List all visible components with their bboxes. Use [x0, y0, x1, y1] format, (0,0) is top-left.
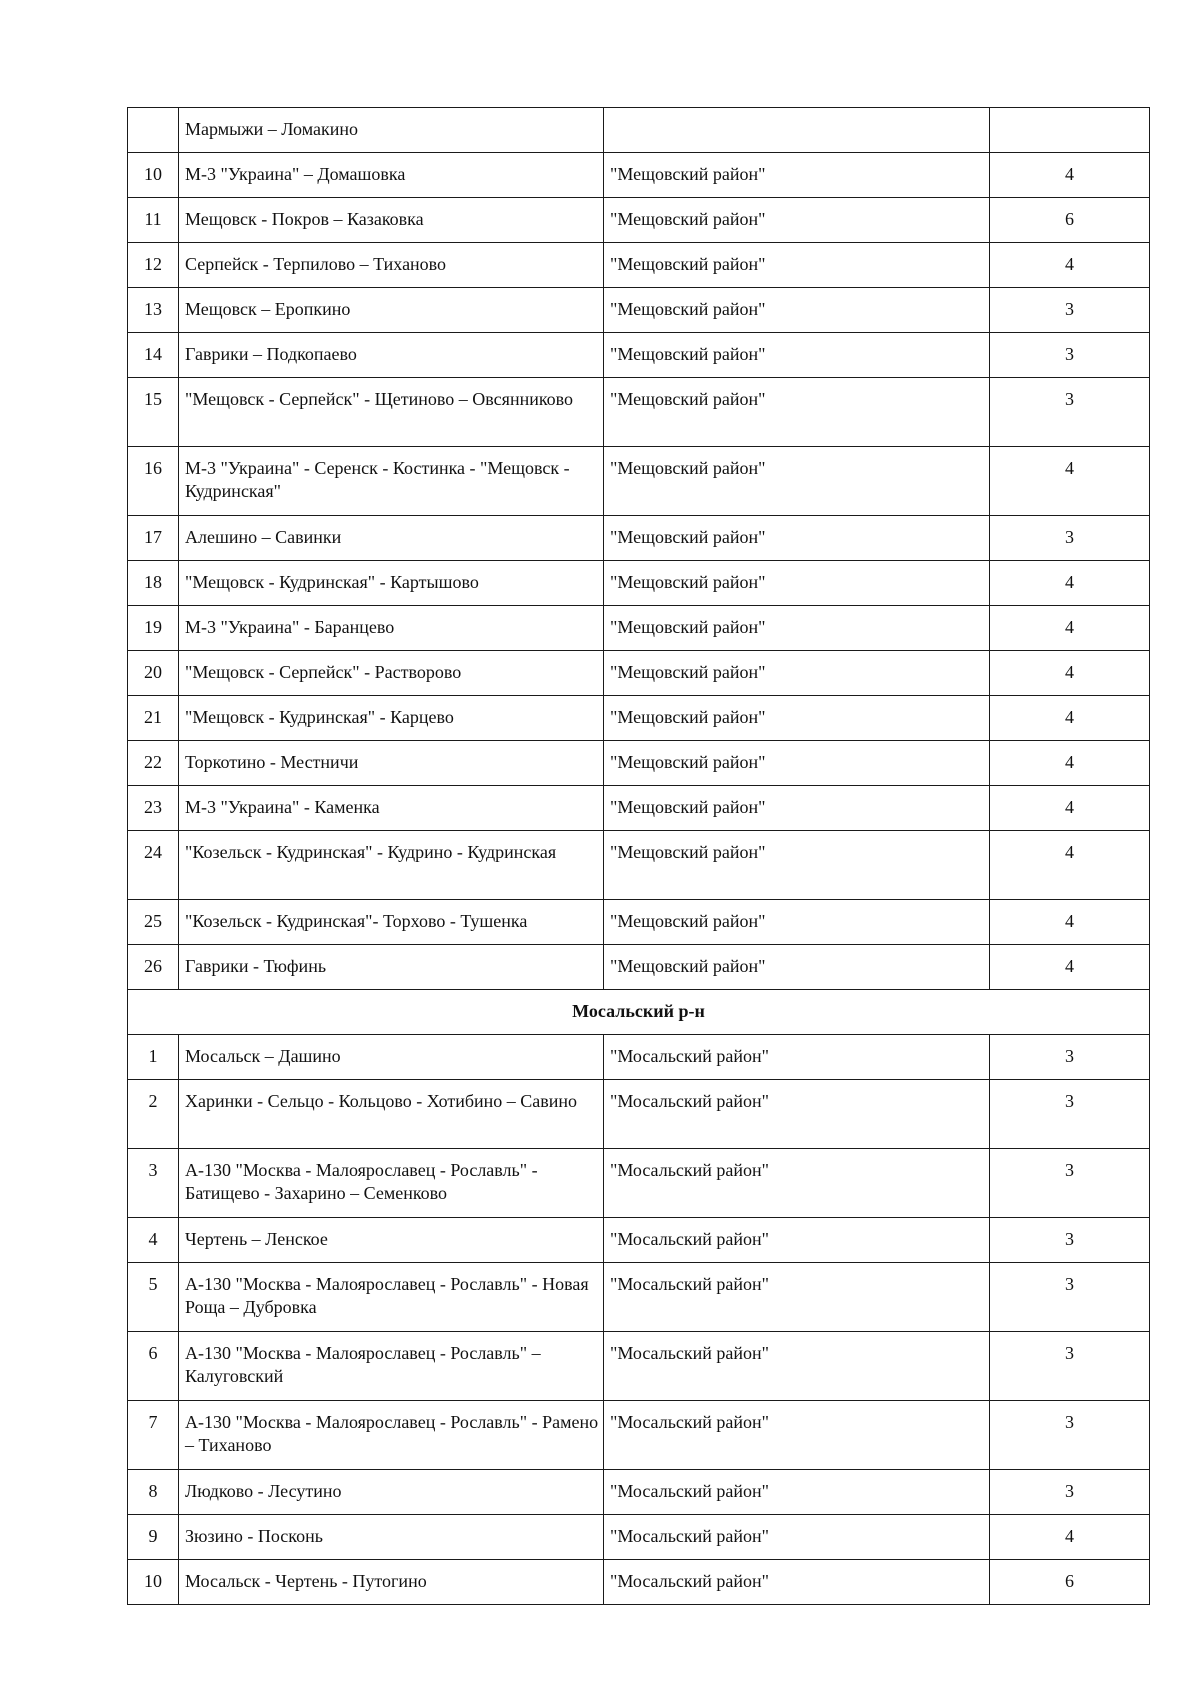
road-name-cell	[179, 651, 604, 696]
category-value: 4	[1065, 572, 1074, 592]
road-name-cell	[179, 1515, 604, 1560]
category-cell	[990, 606, 1150, 651]
table-row	[128, 696, 1150, 741]
category-value: 3	[1065, 1412, 1074, 1432]
road-name-cell	[179, 561, 604, 606]
road-name-cell	[179, 378, 604, 447]
table-row	[128, 1149, 1150, 1218]
road-name: "Мещовск - Серпейск" - Щетиново – Овсянниково	[185, 389, 574, 409]
category-cell	[990, 696, 1150, 741]
road-name-cell	[179, 198, 604, 243]
road-name: "Козельск - Кудринская" - Кудрино - Кудринская	[185, 842, 557, 862]
road-name-cell	[179, 1080, 604, 1149]
section-title-cell	[128, 990, 1150, 1035]
row-number-cell	[128, 1515, 179, 1560]
road-name: Мармыжи – Ломакино	[185, 119, 358, 139]
table-row	[128, 378, 1150, 447]
row-number-cell	[128, 153, 179, 198]
owner-name: "Мещовский район"	[610, 662, 766, 682]
table-row	[128, 243, 1150, 288]
owner-cell	[604, 378, 990, 447]
category-cell	[990, 741, 1150, 786]
table-row	[128, 945, 1150, 990]
road-name: Гаврики - Тюфинь	[185, 956, 327, 976]
owner-name: "Мещовский район"	[610, 797, 766, 817]
row-number: 11	[144, 209, 162, 229]
row-number: 9	[148, 1526, 158, 1546]
category-cell	[990, 561, 1150, 606]
row-number-cell	[128, 831, 179, 900]
row-number: 3	[148, 1160, 158, 1180]
row-number-cell	[128, 1218, 179, 1263]
category-cell	[990, 243, 1150, 288]
category-cell	[990, 333, 1150, 378]
table-row	[128, 651, 1150, 696]
table-row	[128, 288, 1150, 333]
row-number: 25	[144, 911, 162, 931]
category-value: 4	[1065, 797, 1074, 817]
row-number: 17	[144, 527, 162, 547]
row-number: 8	[148, 1481, 158, 1501]
row-number-cell	[128, 900, 179, 945]
table-row	[128, 1332, 1150, 1401]
road-name-cell	[179, 831, 604, 900]
owner-cell	[604, 1218, 990, 1263]
road-name-cell	[179, 1035, 604, 1080]
row-number: 19	[144, 617, 162, 637]
road-name: Зюзино - Посконь	[185, 1526, 323, 1546]
row-number-cell	[128, 1263, 179, 1332]
road-name: А-130 "Москва - Малоярославец - Рославль" - Батищево - Захарино – Семенково	[185, 1160, 538, 1203]
road-name-cell	[179, 945, 604, 990]
category-value: 3	[1065, 1481, 1074, 1501]
category-value: 3	[1065, 527, 1074, 547]
owner-cell	[604, 516, 990, 561]
row-number-cell	[128, 288, 179, 333]
road-name: Мещовск - Покров – Казаковка	[185, 209, 424, 229]
road-name-cell	[179, 447, 604, 516]
category-value: 4	[1065, 1526, 1074, 1546]
owner-name: "Мосальский район"	[610, 1160, 770, 1180]
category-cell	[990, 288, 1150, 333]
road-name-cell	[179, 1401, 604, 1470]
road-name-cell	[179, 741, 604, 786]
category-value: 6	[1065, 1571, 1074, 1591]
road-name-cell	[179, 108, 604, 153]
table-row	[128, 561, 1150, 606]
owner-name: "Мещовский район"	[610, 842, 766, 862]
owner-name	[604, 108, 989, 118]
table-row	[128, 741, 1150, 786]
road-name-cell	[179, 333, 604, 378]
owner-cell	[604, 1560, 990, 1605]
table-row	[128, 198, 1150, 243]
owner-cell	[604, 696, 990, 741]
category-value: 4	[1065, 164, 1074, 184]
category-cell	[990, 153, 1150, 198]
table-row	[128, 1263, 1150, 1332]
row-number-cell	[128, 1149, 179, 1218]
category-cell	[990, 1560, 1150, 1605]
row-number-cell	[128, 1080, 179, 1149]
owner-name: "Мещовский район"	[610, 344, 766, 364]
owner-name: "Мещовский район"	[610, 299, 766, 319]
owner-cell	[604, 333, 990, 378]
owner-name: "Мещовский район"	[610, 911, 766, 931]
road-name: А-130 "Москва - Малоярославец - Рославль" - Рамено – Тиханово	[185, 1412, 599, 1455]
owner-cell	[604, 1149, 990, 1218]
category-value: 4	[1065, 842, 1074, 862]
owner-cell	[604, 1332, 990, 1401]
category-value: 3	[1065, 1229, 1074, 1249]
row-number: 6	[148, 1343, 158, 1363]
category-cell	[990, 108, 1150, 153]
row-number: 18	[144, 572, 162, 592]
road-name-cell	[179, 516, 604, 561]
road-name-cell	[179, 606, 604, 651]
row-number-cell	[128, 1332, 179, 1401]
table-row	[128, 786, 1150, 831]
table-row	[128, 1035, 1150, 1080]
road-name: Харинки - Сельцо - Кольцово - Хотибино – Савино	[185, 1091, 578, 1111]
road-name-cell	[179, 696, 604, 741]
table-row	[128, 1080, 1150, 1149]
table-row	[128, 1401, 1150, 1470]
category-value: 4	[1065, 662, 1074, 682]
category-value: 4	[1065, 458, 1074, 478]
row-number-cell	[128, 1401, 179, 1470]
roads-table	[127, 107, 1150, 1605]
row-number: 26	[144, 956, 162, 976]
owner-name: "Мещовский район"	[610, 389, 766, 409]
road-name: Чертень – Ленское	[185, 1229, 328, 1249]
row-number: 7	[148, 1412, 158, 1432]
owner-cell	[604, 651, 990, 696]
road-name: Гаврики – Подкопаево	[185, 344, 357, 364]
road-name-cell	[179, 1332, 604, 1401]
road-name-cell	[179, 1560, 604, 1605]
category-value: 4	[1065, 254, 1074, 274]
road-name: "Мещовск - Серпейск" - Растворово	[185, 662, 462, 682]
owner-cell	[604, 198, 990, 243]
row-number-cell	[128, 1560, 179, 1605]
road-name-cell	[179, 1263, 604, 1332]
table-row	[128, 447, 1150, 516]
category-value: 3	[1065, 1343, 1074, 1363]
owner-name: "Мещовский район"	[610, 572, 766, 592]
row-number-cell	[128, 606, 179, 651]
row-number: 13	[144, 299, 162, 319]
owner-cell	[604, 786, 990, 831]
category-cell	[990, 786, 1150, 831]
category-value	[990, 108, 1149, 118]
category-cell	[990, 1035, 1150, 1080]
row-number-cell	[128, 651, 179, 696]
owner-cell	[604, 741, 990, 786]
row-number: 15	[144, 389, 162, 409]
row-number-cell	[128, 741, 179, 786]
road-name-cell	[179, 288, 604, 333]
table-row	[128, 900, 1150, 945]
road-name: "Козельск - Кудринская"- Торхово - Тушенка	[185, 911, 528, 931]
table-row	[128, 1218, 1150, 1263]
owner-name: "Мосальский район"	[610, 1229, 770, 1249]
category-value: 4	[1065, 617, 1074, 637]
row-number: 1	[148, 1046, 158, 1066]
road-name: "Мещовск - Кудринская" - Карцево	[185, 707, 454, 727]
table-row	[128, 1560, 1150, 1605]
row-number: 20	[144, 662, 162, 682]
section-header-row	[128, 990, 1150, 1035]
category-cell	[990, 1470, 1150, 1515]
category-value: 3	[1065, 1091, 1074, 1111]
owner-cell	[604, 153, 990, 198]
road-name: Людково - Лесутино	[185, 1481, 342, 1501]
road-name: А-130 "Москва - Малоярославец - Рославль" – Калуговский	[185, 1343, 541, 1386]
row-number-cell	[128, 516, 179, 561]
owner-cell	[604, 1080, 990, 1149]
category-cell	[990, 1263, 1150, 1332]
section-title: Мосальский р-н	[572, 1001, 705, 1021]
owner-name: "Мещовский район"	[610, 254, 766, 274]
road-name-cell	[179, 1470, 604, 1515]
owner-name: "Мосальский район"	[610, 1481, 770, 1501]
table-row	[128, 606, 1150, 651]
road-name-cell	[179, 1218, 604, 1263]
table-row	[128, 1470, 1150, 1515]
row-number-cell	[128, 945, 179, 990]
row-number: 10	[144, 164, 162, 184]
owner-cell	[604, 1401, 990, 1470]
owner-cell	[604, 288, 990, 333]
road-name-cell	[179, 786, 604, 831]
road-name-cell	[179, 1149, 604, 1218]
table-row	[128, 831, 1150, 900]
owner-name: "Мещовский район"	[610, 209, 766, 229]
owner-cell	[604, 606, 990, 651]
road-name-cell	[179, 243, 604, 288]
row-number: 16	[144, 458, 162, 478]
category-cell	[990, 378, 1150, 447]
road-name: М-3 "Украина" – Домашовка	[185, 164, 406, 184]
owner-name: "Мещовский район"	[610, 164, 766, 184]
owner-name: "Мещовский район"	[610, 527, 766, 547]
category-value: 3	[1065, 1274, 1074, 1294]
row-number	[128, 108, 178, 118]
owner-cell	[604, 900, 990, 945]
table-row	[128, 333, 1150, 378]
row-number-cell	[128, 561, 179, 606]
category-cell	[990, 1515, 1150, 1560]
row-number: 2	[148, 1091, 158, 1111]
road-name: М-3 "Украина" - Каменка	[185, 797, 380, 817]
owner-cell	[604, 561, 990, 606]
category-cell	[990, 900, 1150, 945]
row-number: 23	[144, 797, 162, 817]
category-value: 6	[1065, 209, 1074, 229]
row-number: 22	[144, 752, 162, 772]
category-cell	[990, 447, 1150, 516]
row-number: 14	[144, 344, 162, 364]
row-number-cell	[128, 1035, 179, 1080]
table-row	[128, 1515, 1150, 1560]
road-name-cell	[179, 900, 604, 945]
row-number: 21	[144, 707, 162, 727]
owner-cell	[604, 447, 990, 516]
category-cell	[990, 945, 1150, 990]
owner-name: "Мещовский район"	[610, 956, 766, 976]
road-name: Мосальск – Дашино	[185, 1046, 341, 1066]
category-cell	[990, 1080, 1150, 1149]
owner-cell	[604, 945, 990, 990]
road-name: М-3 "Украина" - Серенск - Костинка - "Мещовск - Кудринская"	[185, 458, 570, 501]
category-value: 3	[1065, 299, 1074, 319]
row-number: 4	[148, 1229, 158, 1249]
table-row	[128, 108, 1150, 153]
row-number-cell	[128, 696, 179, 741]
road-name: А-130 "Москва - Малоярославец - Рославль" - Новая Роща – Дубровка	[185, 1274, 589, 1317]
row-number-cell	[128, 243, 179, 288]
road-name: М-3 "Украина" - Баранцево	[185, 617, 395, 637]
road-name-cell	[179, 153, 604, 198]
row-number-cell	[128, 1470, 179, 1515]
road-name: Мосальск - Чертень - Путогино	[185, 1571, 427, 1591]
owner-cell	[604, 108, 990, 153]
road-name: Мещовск – Еропкино	[185, 299, 351, 319]
roads-table-body	[128, 108, 1150, 1605]
owner-cell	[604, 831, 990, 900]
category-value: 3	[1065, 1160, 1074, 1180]
owner-name: "Мещовский район"	[610, 752, 766, 772]
owner-name: "Мосальский район"	[610, 1046, 770, 1066]
row-number-cell	[128, 786, 179, 831]
table-row	[128, 516, 1150, 561]
row-number: 12	[144, 254, 162, 274]
owner-name: "Мосальский район"	[610, 1571, 770, 1591]
category-value: 4	[1065, 707, 1074, 727]
category-cell	[990, 1332, 1150, 1401]
owner-name: "Мещовский район"	[610, 458, 766, 478]
road-name: Серпейск - Терпилово – Тиханово	[185, 254, 447, 274]
category-cell	[990, 1218, 1150, 1263]
owner-cell	[604, 1263, 990, 1332]
category-cell	[990, 198, 1150, 243]
category-cell	[990, 516, 1150, 561]
owner-name: "Мещовский район"	[610, 707, 766, 727]
row-number: 10	[144, 1571, 162, 1591]
category-value: 4	[1065, 911, 1074, 931]
owner-name: "Мещовский район"	[610, 617, 766, 637]
category-cell	[990, 1149, 1150, 1218]
category-cell	[990, 831, 1150, 900]
road-name: "Мещовск - Кудринская" - Картышово	[185, 572, 479, 592]
owner-name: "Мосальский район"	[610, 1274, 770, 1294]
category-value: 3	[1065, 344, 1074, 364]
row-number-cell	[128, 333, 179, 378]
row-number-cell	[128, 447, 179, 516]
category-value: 3	[1065, 1046, 1074, 1066]
category-cell	[990, 651, 1150, 696]
category-value: 4	[1065, 752, 1074, 772]
category-value: 3	[1065, 389, 1074, 409]
category-cell	[990, 1401, 1150, 1470]
owner-cell	[604, 1470, 990, 1515]
road-name: Торкотино - Местничи	[185, 752, 359, 772]
owner-name: "Мосальский район"	[610, 1526, 770, 1546]
owner-name: "Мосальский район"	[610, 1343, 770, 1363]
table-row	[128, 153, 1150, 198]
row-number-cell	[128, 378, 179, 447]
owner-name: "Мосальский район"	[610, 1412, 770, 1432]
category-value: 4	[1065, 956, 1074, 976]
row-number: 24	[144, 842, 162, 862]
row-number: 5	[148, 1274, 158, 1294]
owner-name: "Мосальский район"	[610, 1091, 770, 1111]
owner-cell	[604, 1035, 990, 1080]
owner-cell	[604, 243, 990, 288]
owner-cell	[604, 1515, 990, 1560]
row-number-cell	[128, 108, 179, 153]
road-name: Алешино – Савинки	[185, 527, 342, 547]
row-number-cell	[128, 198, 179, 243]
